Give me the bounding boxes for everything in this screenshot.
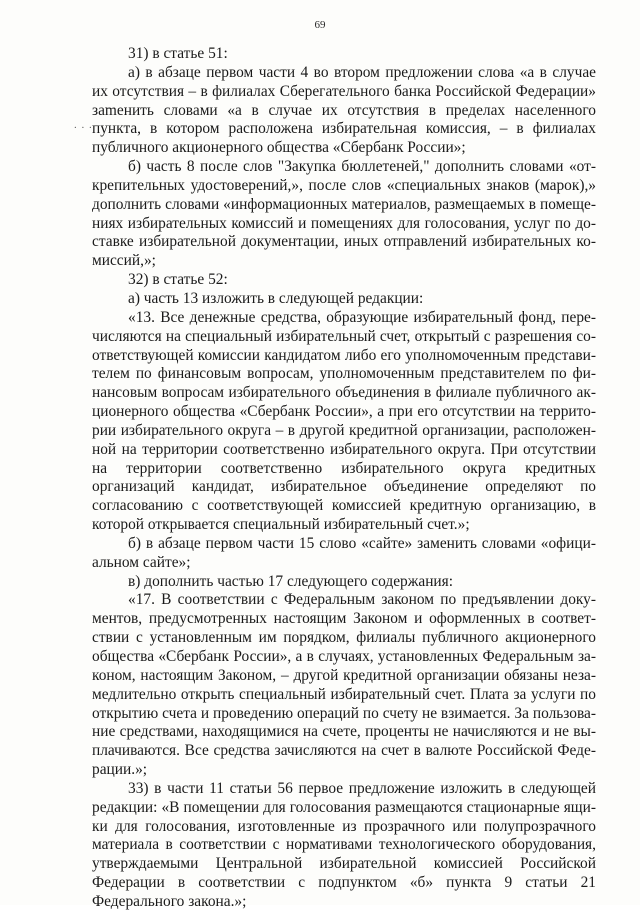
paragraph-32v: в) дополнить частью 17 следующего содержания: bbox=[128, 572, 454, 590]
paragraph-32a: а) часть 13 изложить в следующей редакции: bbox=[128, 289, 424, 307]
paragraph-item-31: 31) в статье 51: bbox=[128, 45, 228, 62]
paragraph-quote-13: «13. Все денежные средства, образующие избирательный фонд, перечисляются на специальный избирательный счет, открытый с разрешения соответствующей комиссии кандидатом либо его уполномоченным представителем по финансовым вопросам, уполномоченным представителем по финансовым вопросам избирательного объединения в филиале публичного акционерного общества «Сбербанк России», а при его отсутствии на территории избирательного округа – в другой кредитной организации, расположенной на территории соответственно избирательного округа. При отсутствии на территории соответственно избирательного округа кредитных организаций кандидат, избирательное объединение определяют по согласованию с соответствующей комиссией кредитную организацию, в которой открывается специальный избирательный счет.»; bbox=[92, 308, 596, 534]
paragraph-item-32: 32) в статье 52: bbox=[128, 271, 228, 289]
paragraph-31b: б) часть 8 после слов "Закупка бюллетеней," дополнить словами «открепительных удостоверений,», после слов «специальных знаков (марок),» дополнить словами «информационных материалов, размещаемых в помещениях избирательных комиссий и помещениях для голосования, услуг по доставке избирательной документации, иных отправлений избирательных комиссий,»; bbox=[92, 158, 596, 270]
margin-mark: . . . bbox=[74, 119, 93, 131]
page-number: 69 bbox=[314, 19, 326, 31]
paragraph-31a: а) в абзаце первом части 4 во втором предложении слова «а в случае их отсутствия – в филиалах Сберегательного банка Российской Федерации» заmенить словами «а в случае их отсутствия в пределах населенного пункта, в котором расположена избирательная комиссия, – в филиалах публичного акционерного общества «Сбербанк России»; bbox=[92, 63, 596, 157]
paragraph-32b: б) в абзаце первом части 15 слово «сайте» заменить словами «официальном сайте»; bbox=[92, 534, 596, 571]
document-body bbox=[92, 45, 596, 912]
paragraph-quote-17: «17. В соответствии с Федеральным законом по предъявлении документов, предусмотренных настоящим Законом и оформленных в соответствии с установленным им порядком, филиалы публичного акционерного общества «Сбербанк России», а в случаях, установленных Федеральным законом, настоящим Законом, – другой кредитной организации обязаны незамедлительно открыть специальный избирательный счет. Плата за услуги по открытию счета и проведению операций по счету не взимается. За пользование средствами, находящимися на счете, проценты не начисляются и не выплачиваются. Все средства зачисляются на счет в валюте Российской Федерации.»; bbox=[92, 591, 596, 779]
paragraph-item-33: 33) в части 11 статьи 56 первое предложение изложить в следующей редакции: «В помещении для голосования размещаются стационарные ящики для голосования, изготовленные из прозрачного или полупрозрачного материала в соответствии с нормативами технологического оборудования, утверждаемыми Центральной избирательной комиссией Российской Федерации в соответствии с подпунктом «б» пункта 9 статьи 21 Федерального закона.»; bbox=[92, 779, 596, 910]
